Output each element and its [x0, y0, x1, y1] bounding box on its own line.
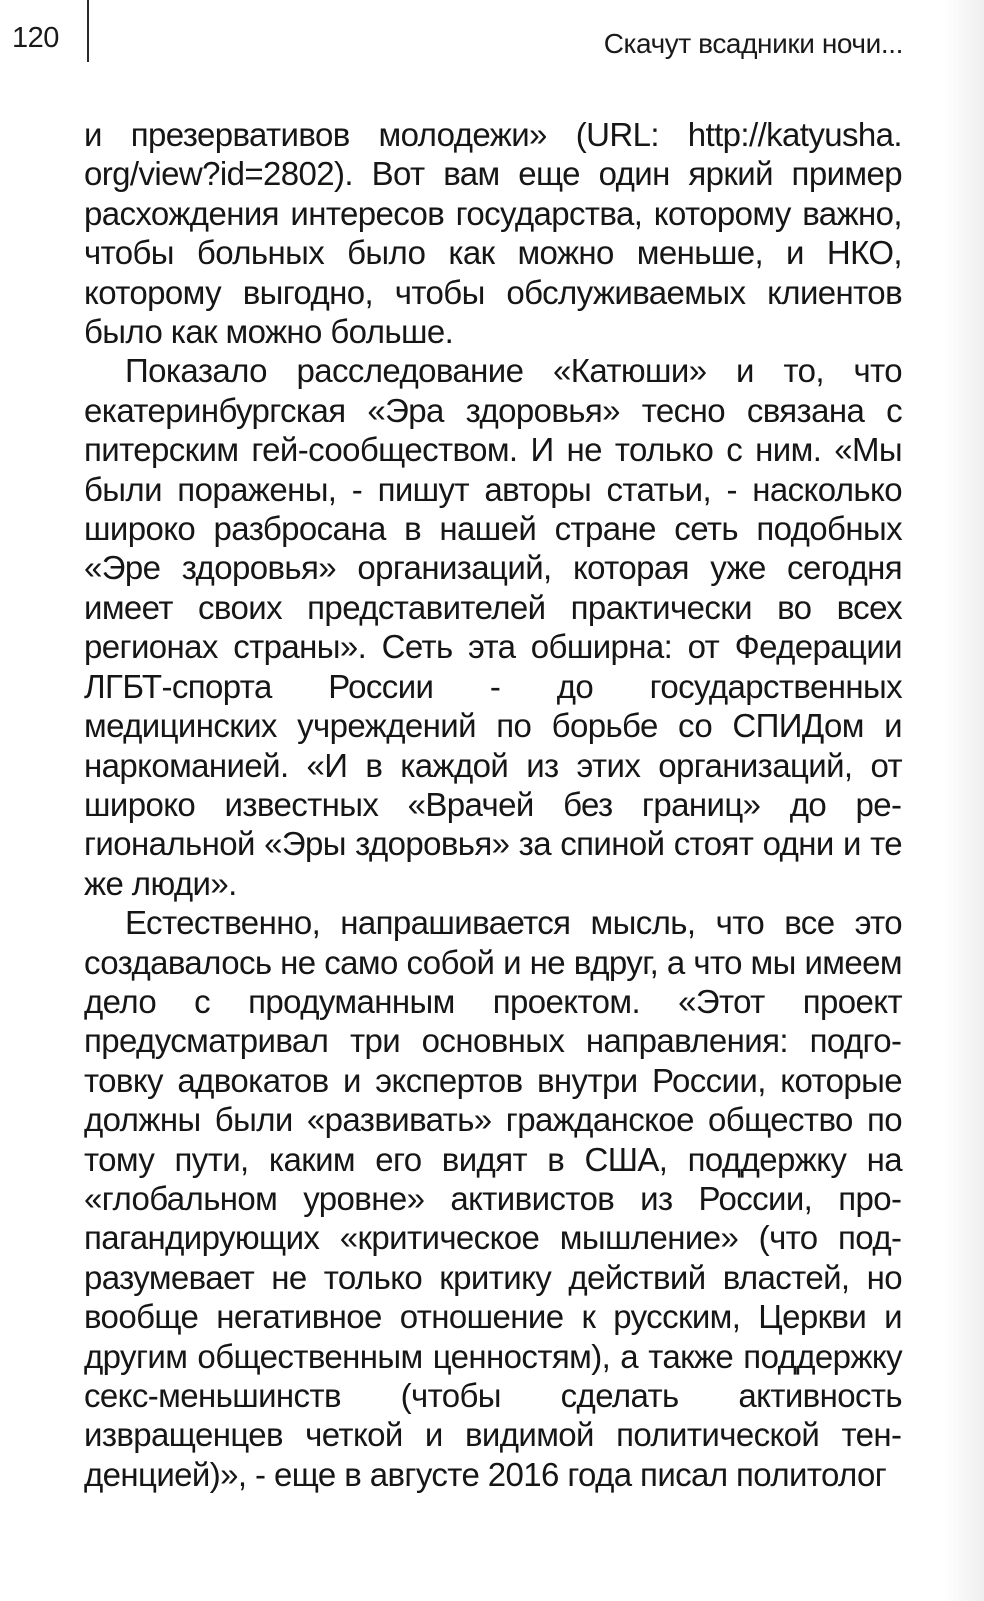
page-number: 120: [12, 22, 59, 54]
paragraph-2: Показало расследование «Катюши» и то, что екатеринбургская «Эра здоровья» тесно связана с питерским гей-сообществом. И не только с ним. «Мы были поражены, - пишут авторы статьи, - насколько широко разбросана в нашей стране сеть подобных «Эре здоровья» организаций, которая уже сегодня имеет своих представителей практически во всех регионах страны». Сеть эта обширна: от Федерации ЛГБТ-спорта России - до государственных медицинских учреждений по борьбе со СПИДом и наркоманией. «И в каждой из этих организаций, от широко известных «Врачей без границ» до региональной «Эры здоровья» за спиной стоят одни и те же люди».: [84, 352, 902, 902]
paragraph-3: Естественно, напрашивается мысль, что все это создавалось не само собой и не вдруг, а что мы имеем дело с продуманным проектом. «Этот проект предусматривал три основных направления: подготовку адвокатов и экспертов внутри России, которые должны были «развивать» гражданское общество по тому пути, каким его видят в США, поддержку на «глобальном уровне» активистов из России, пропагандирующих «критическое мышление» (что подразумевает не только критику действий властей, но вообще негативное отношение к русским, Церкви и другим общественным ценностям), а также поддержку секс-меньшинств (чтобы сделать активность извращенцев четкой и видимой политической тенденцией)», - еще в августе 2016 года писал политолог: [84, 904, 902, 1493]
running-title: Скачут всадники ночи...: [603, 28, 903, 59]
page-edge-shadow: [944, 0, 984, 1601]
body-text: [84, 115, 902, 1494]
paragraph-1: и презервативов молодежи» (URL: http://katyusha. org/view?id=2802). Вот вам еще один яркий пример расхождения интересов государства, которому важно, чтобы больных было как можно меньше, и НКО, которому выгодно, чтобы обслуживаемых клиентов было как можно больше.: [84, 116, 902, 351]
header-divider: [87, 0, 89, 62]
